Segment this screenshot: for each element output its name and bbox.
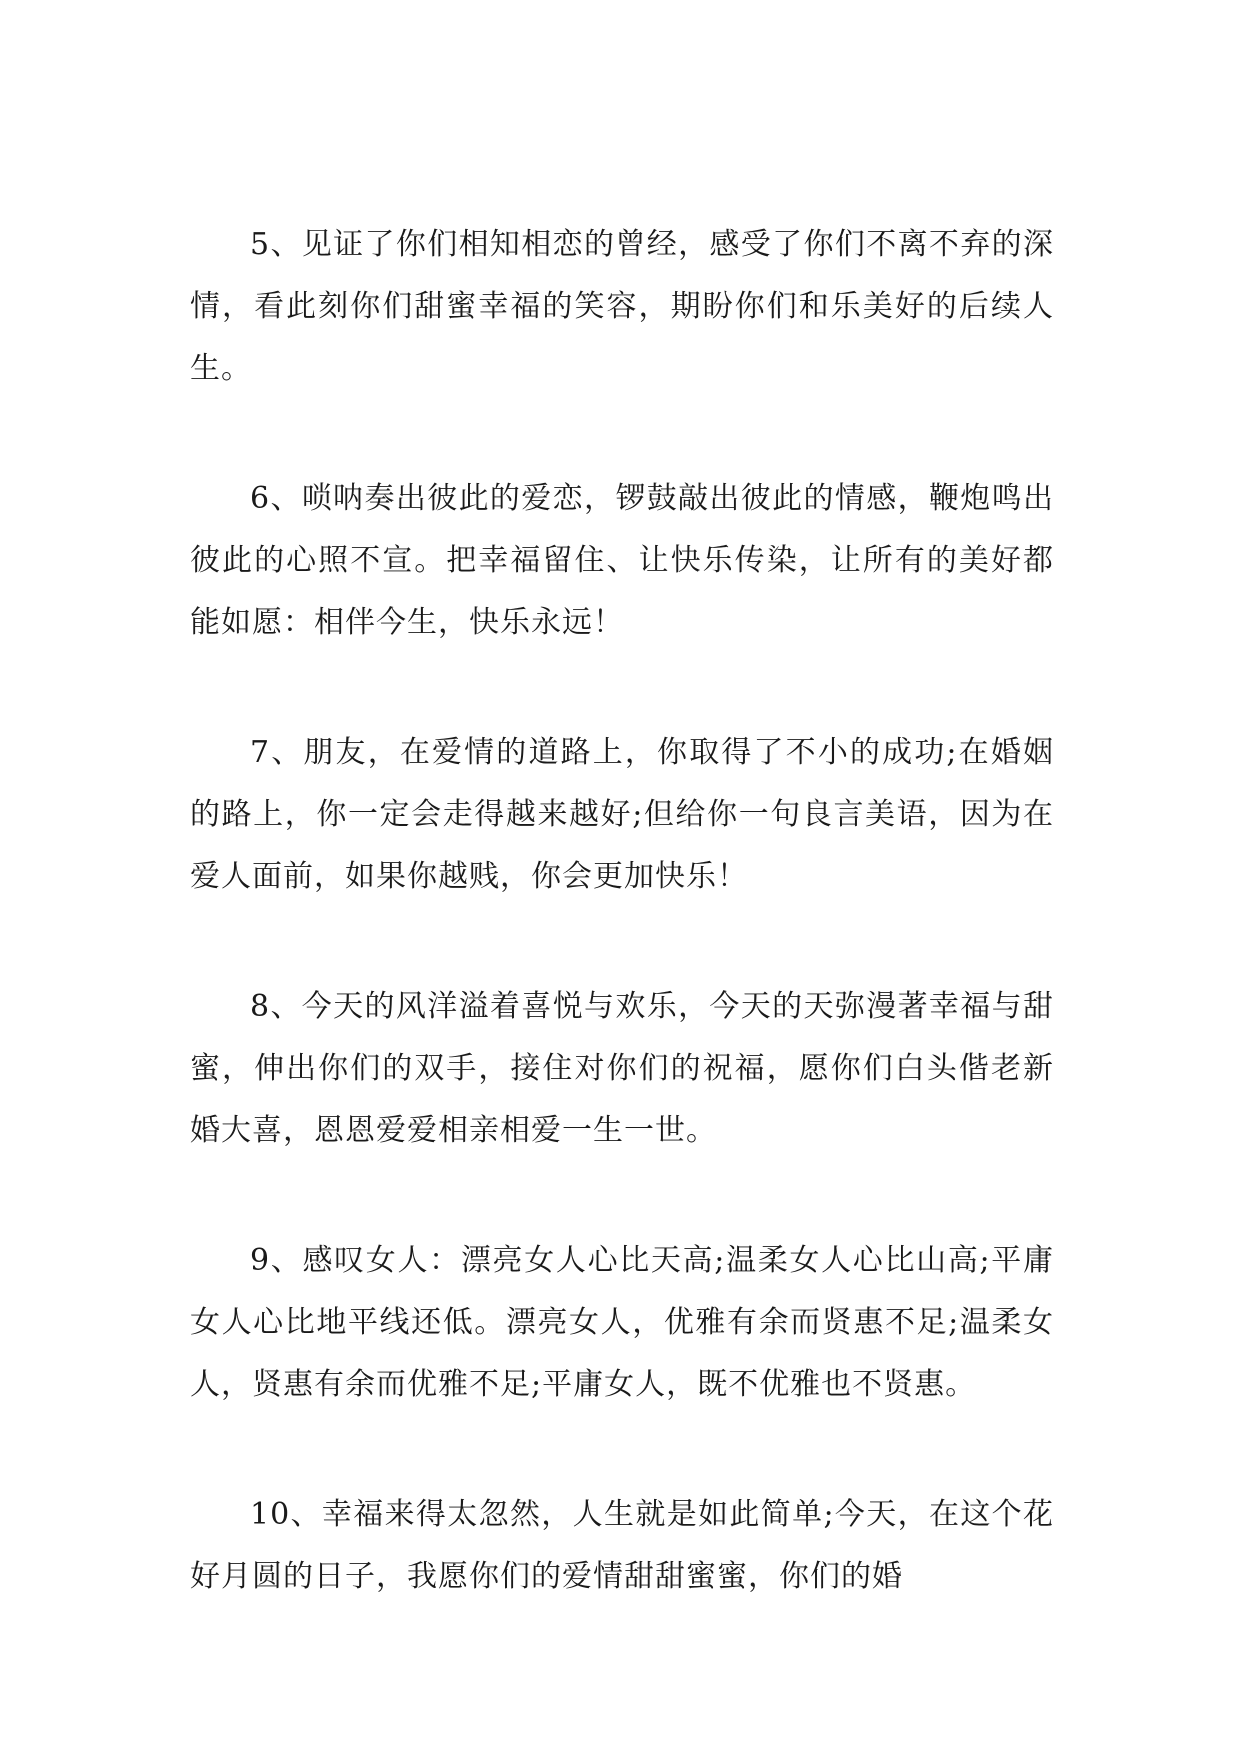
paragraph-6: 6、唢呐奏出彼此的爱恋，锣鼓敲出彼此的情感，鞭炮鸣出彼此的心照不宣。把幸福留住、让快乐传染，让所有的美好都能如愿：相伴今生，快乐永远！ xyxy=(190,481,1054,640)
document-body xyxy=(190,214,1054,1676)
paragraph-8: 8、今天的风洋溢着喜悦与欢乐，今天的天弥漫著幸福与甜蜜，伸出你们的双手，接住对你们的祝福，愿你们白头偕老新婚大喜，恩恩爱爱相亲相爱一生一世。 xyxy=(190,989,1054,1148)
paragraph-10: 10、幸福来得太忽然，人生就是如此简单;今天，在这个花好月圆的日子，我愿你们的爱情甜甜蜜蜜，你们的婚 xyxy=(190,1497,1054,1594)
paragraph-5: 5、见证了你们相知相恋的曾经，感受了你们不离不弃的深情，看此刻你们甜蜜幸福的笑容，期盼你们和乐美好的后续人生。 xyxy=(190,227,1054,386)
paragraph-7: 7、朋友，在爱情的道路上，你取得了不小的成功;在婚姻的路上，你一定会走得越来越好;但给你一句良言美语，因为在爱人面前，如果你越贱，你会更加快乐！ xyxy=(190,735,1054,894)
paragraph-9: 9、感叹女人：漂亮女人心比天高;温柔女人心比山高;平庸女人心比地平线还低。漂亮女人，优雅有余而贤惠不足;温柔女人，贤惠有余而优雅不足;平庸女人，既不优雅也不贤惠。 xyxy=(190,1243,1054,1402)
